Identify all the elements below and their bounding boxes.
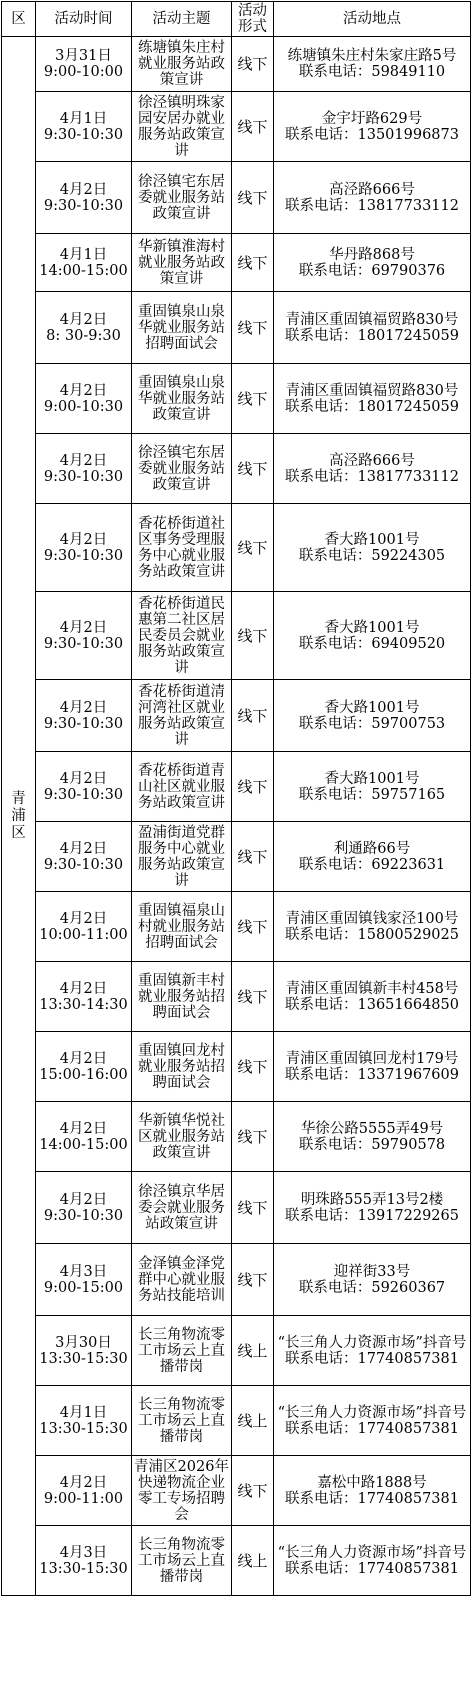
mode-cell: 线下 xyxy=(232,92,274,162)
topic-cell: 练塘镇朱庄村就业服务站政策宣讲 xyxy=(132,37,232,92)
phone-number: 59790578 xyxy=(371,1136,446,1153)
time-cell xyxy=(36,37,132,92)
location-cell xyxy=(274,92,471,162)
phone-line xyxy=(276,469,468,485)
table-row xyxy=(2,592,471,680)
activity-date: 4月2日 xyxy=(59,382,108,399)
time-cell xyxy=(36,234,132,292)
mode-cell: 线下 xyxy=(232,592,274,680)
phone-number: 18017245059 xyxy=(357,327,459,344)
phone-line xyxy=(276,399,468,415)
activity-time: 9:30-10:30 xyxy=(43,126,124,143)
address: 华丹路868号 xyxy=(329,246,415,263)
topic-cell: 香花桥街道清河湾社区就业服务站政策宣讲 xyxy=(132,680,232,752)
time-cell xyxy=(36,1102,132,1172)
phone-line xyxy=(276,716,468,732)
activity-date: 4月2日 xyxy=(59,1191,108,1208)
phone-number: 17740857381 xyxy=(357,1350,459,1367)
location-cell xyxy=(274,364,471,434)
table-row xyxy=(2,37,471,92)
table-row xyxy=(2,434,471,504)
mode-cell: 线下 xyxy=(232,234,274,292)
activity-date: 4月2日 xyxy=(59,770,108,787)
activity-time: 9:30-10:30 xyxy=(43,786,124,803)
address: 香大路1001号 xyxy=(324,619,420,636)
mode-cell: 线下 xyxy=(232,1032,274,1102)
phone-label: 联系电话： xyxy=(298,635,372,652)
table-row xyxy=(2,1244,471,1316)
phone-number: 69790376 xyxy=(371,262,446,279)
location-cell xyxy=(274,1316,471,1386)
activity-time: 13:30-15:30 xyxy=(39,1560,128,1577)
mode-cell: 线下 xyxy=(232,504,274,592)
phone-label: 联系电话： xyxy=(298,786,372,803)
activity-date: 4月2日 xyxy=(59,1474,108,1491)
activity-date: 4月2日 xyxy=(59,311,108,328)
address: “长三角人力资源市场”抖音号 xyxy=(277,1404,467,1421)
address: 青浦区重固镇钱家泾100号 xyxy=(285,910,459,927)
topic-cell: 长三角物流零工市场云上直播带岗 xyxy=(132,1316,232,1386)
table-row xyxy=(2,752,471,822)
location-cell xyxy=(274,1244,471,1316)
phone-number: 69223631 xyxy=(371,856,446,873)
address: 香大路1001号 xyxy=(324,699,420,716)
phone-label: 联系电话： xyxy=(285,197,358,214)
phone-line xyxy=(276,548,468,564)
time-cell xyxy=(36,1456,132,1526)
phone-line xyxy=(276,328,468,344)
topic-cell: 重固镇泉山泉华就业服务站政策宣讲 xyxy=(132,364,232,434)
address: 青浦区重固镇福贸路830号 xyxy=(285,311,459,328)
phone-line xyxy=(276,997,468,1013)
phone-number: 17740857381 xyxy=(357,1420,459,1437)
phone-line xyxy=(276,198,468,214)
location-cell xyxy=(274,234,471,292)
table-row xyxy=(2,92,471,162)
phone-number: 59849110 xyxy=(371,64,446,80)
table-row xyxy=(2,364,471,434)
topic-cell: 徐泾镇京华居委会就业服务站政策宣讲 xyxy=(132,1172,232,1244)
phone-number: 18017245059 xyxy=(357,398,459,415)
phone-number: 13371967609 xyxy=(357,1066,459,1083)
phone-label: 联系电话： xyxy=(285,1207,358,1224)
time-cell xyxy=(36,892,132,962)
time-cell xyxy=(36,1032,132,1102)
address: 香大路1001号 xyxy=(324,531,420,548)
phone-label: 联系电话： xyxy=(285,126,358,143)
phone-label: 联系电话： xyxy=(298,715,372,732)
activity-date: 4月2日 xyxy=(59,531,108,548)
time-cell xyxy=(36,162,132,234)
activity-date: 4月3日 xyxy=(59,1263,108,1280)
topic-cell: 盈浦街道党群服务中心就业服务站政策宣讲 xyxy=(132,822,232,892)
phone-label: 联系电话： xyxy=(298,1279,372,1296)
activity-date: 4月1日 xyxy=(59,110,108,127)
phone-label: 联系电话： xyxy=(285,1066,358,1083)
mode-cell: 线下 xyxy=(232,822,274,892)
time-cell xyxy=(36,92,132,162)
phone-number: 59700753 xyxy=(371,715,446,732)
location-cell xyxy=(274,162,471,234)
phone-line xyxy=(276,263,468,279)
table-row xyxy=(2,892,471,962)
activity-date: 3月30日 xyxy=(55,1334,112,1351)
activity-date: 4月2日 xyxy=(59,452,108,469)
activity-time: 13:30-15:30 xyxy=(39,1350,128,1367)
time-cell xyxy=(36,752,132,822)
phone-label: 联系电话： xyxy=(285,327,358,344)
activity-time: 15:00-16:00 xyxy=(39,1066,128,1083)
activity-date: 4月2日 xyxy=(59,1050,108,1067)
location-cell xyxy=(274,822,471,892)
address: 迎祥街33号 xyxy=(333,1263,411,1280)
activity-time: 8: 30-9:30 xyxy=(46,327,121,344)
phone-number: 13817733112 xyxy=(357,468,459,485)
phone-number: 59260367 xyxy=(371,1279,446,1296)
header-time: 活动时间 xyxy=(36,2,132,37)
mode-cell: 线下 xyxy=(232,680,274,752)
phone-label: 联系电话： xyxy=(285,468,358,485)
address: 金宇圩路629号 xyxy=(321,110,423,127)
table-row xyxy=(2,292,471,364)
table-row xyxy=(2,1316,471,1386)
topic-cell: 长三角物流零工市场云上直播带岗 xyxy=(132,1526,232,1596)
address: 华徐公路5555弄49号 xyxy=(300,1120,444,1137)
topic-cell: 香花桥街道青山社区就业服务站政策宣讲 xyxy=(132,752,232,822)
mode-cell: 线下 xyxy=(232,1102,274,1172)
topic-cell: 重固镇新丰村就业服务站招聘面试会 xyxy=(132,962,232,1032)
activity-date: 4月2日 xyxy=(59,840,108,857)
mode-cell: 线上 xyxy=(232,1316,274,1386)
phone-line xyxy=(276,1137,468,1153)
activity-date: 3月31日 xyxy=(55,48,112,64)
activity-time: 14:00-15:00 xyxy=(39,1136,128,1153)
activity-schedule-table xyxy=(1,1,471,1596)
mode-cell: 线上 xyxy=(232,1526,274,1596)
phone-line xyxy=(276,1067,468,1083)
address: 香大路1001号 xyxy=(324,770,420,787)
time-cell xyxy=(36,680,132,752)
header-topic: 活动主题 xyxy=(132,2,232,37)
topic-cell: 徐泾镇明珠家园安居办就业服务站政策宣讲 xyxy=(132,92,232,162)
topic-cell: 徐泾镇宅东居委就业服务站政策宣讲 xyxy=(132,162,232,234)
activity-date: 4月2日 xyxy=(59,980,108,997)
phone-label: 联系电话： xyxy=(285,926,358,943)
phone-label: 联系电话： xyxy=(285,1350,358,1367)
phone-number: 13817733112 xyxy=(357,197,459,214)
address: 青浦区重固镇福贸路830号 xyxy=(285,382,459,399)
district-label: 青浦区 xyxy=(11,790,26,841)
activity-date: 4月2日 xyxy=(59,1120,108,1137)
table-row xyxy=(2,680,471,752)
activity-date: 4月2日 xyxy=(59,910,108,927)
table-row xyxy=(2,1526,471,1596)
phone-line xyxy=(276,1561,468,1577)
location-cell xyxy=(274,1172,471,1244)
mode-cell: 线下 xyxy=(232,1456,274,1526)
time-cell xyxy=(36,364,132,434)
phone-label: 联系电话： xyxy=(285,1490,358,1507)
activity-date: 4月2日 xyxy=(59,181,108,198)
phone-line xyxy=(276,787,468,803)
location-cell xyxy=(274,37,471,92)
activity-time: 9:30-10:30 xyxy=(43,468,124,485)
time-cell xyxy=(36,592,132,680)
phone-number: 13917229265 xyxy=(357,1207,459,1224)
activity-time: 9:30-10:30 xyxy=(43,856,124,873)
time-cell xyxy=(36,1526,132,1596)
activity-time: 13:30-15:30 xyxy=(39,1420,128,1437)
table-row xyxy=(2,162,471,234)
activity-time: 9:00-11:00 xyxy=(43,1490,124,1507)
location-cell xyxy=(274,1526,471,1596)
mode-cell: 线下 xyxy=(232,892,274,962)
phone-number: 13501996873 xyxy=(357,126,459,143)
table-row xyxy=(2,1386,471,1456)
location-cell xyxy=(274,434,471,504)
mode-cell: 线下 xyxy=(232,292,274,364)
phone-number: 13651664850 xyxy=(357,996,459,1013)
activity-time: 9:30-10:30 xyxy=(43,197,124,214)
table-row xyxy=(2,1102,471,1172)
time-cell xyxy=(36,1316,132,1386)
phone-line xyxy=(276,857,468,873)
location-cell xyxy=(274,292,471,364)
activity-date: 4月3日 xyxy=(59,1544,108,1561)
mode-cell: 线下 xyxy=(232,37,274,92)
activity-time: 9:00-10:00 xyxy=(43,64,124,80)
topic-cell: 重固镇泉山泉华就业服务站招聘面试会 xyxy=(132,292,232,364)
location-cell xyxy=(274,592,471,680)
activity-time: 9:30-10:30 xyxy=(43,715,124,732)
topic-cell: 香花桥街道民惠第二社区居民委员会就业服务站政策宣讲 xyxy=(132,592,232,680)
location-cell xyxy=(274,1102,471,1172)
topic-cell: 青浦区2026年快递物流企业零工专场招聘会 xyxy=(132,1456,232,1526)
time-cell xyxy=(36,434,132,504)
mode-cell: 线下 xyxy=(232,364,274,434)
phone-label: 联系电话： xyxy=(298,547,372,564)
phone-label: 联系电话： xyxy=(285,398,358,415)
location-cell xyxy=(274,892,471,962)
activity-time: 9:00-15:00 xyxy=(43,1279,124,1296)
activity-time: 10:00-11:00 xyxy=(39,926,128,943)
location-cell xyxy=(274,1032,471,1102)
table-row xyxy=(2,1456,471,1526)
mode-cell: 线下 xyxy=(232,434,274,504)
phone-line xyxy=(276,1351,468,1367)
time-cell xyxy=(36,1244,132,1316)
phone-line xyxy=(276,1208,468,1224)
phone-label: 联系电话： xyxy=(285,1560,358,1577)
table-row xyxy=(2,234,471,292)
address: 明珠路555弄13号2楼 xyxy=(300,1191,444,1208)
phone-number: 59224305 xyxy=(371,547,446,564)
time-cell xyxy=(36,1386,132,1456)
phone-line xyxy=(276,636,468,652)
header-district: 区 xyxy=(2,2,36,37)
activity-time: 9:30-10:30 xyxy=(43,1207,124,1224)
address: 练塘镇朱庄村朱家庄路5号 xyxy=(287,48,457,64)
phone-label: 联系电话： xyxy=(285,996,358,1013)
topic-cell: 重固镇回龙村就业服务站招聘面试会 xyxy=(132,1032,232,1102)
phone-line xyxy=(276,1421,468,1437)
topic-cell: 金泽镇金泽党群中心就业服务站技能培训 xyxy=(132,1244,232,1316)
table-row xyxy=(2,1172,471,1244)
mode-cell: 线下 xyxy=(232,162,274,234)
topic-cell: 华新镇淮海村就业服务站政策宣讲 xyxy=(132,234,232,292)
address: “长三角人力资源市场”抖音号 xyxy=(277,1544,467,1561)
address: 青浦区重固镇新丰村458号 xyxy=(285,980,459,997)
mode-cell: 线下 xyxy=(232,1244,274,1316)
phone-line xyxy=(276,127,468,143)
district-cell xyxy=(2,37,36,1596)
phone-number: 17740857381 xyxy=(357,1490,459,1507)
activity-time: 9:30-10:30 xyxy=(43,547,124,564)
location-cell xyxy=(274,504,471,592)
topic-cell: 香花桥街道社区事务受理服务中心就业服务站政策宣讲 xyxy=(132,504,232,592)
activity-date: 4月1日 xyxy=(59,246,108,263)
phone-number: 15800529025 xyxy=(357,926,459,943)
address: 利通路66号 xyxy=(333,840,411,857)
activity-time: 14:00-15:00 xyxy=(39,262,128,279)
address: “长三角人力资源市场”抖音号 xyxy=(277,1334,467,1351)
header-mode: 活动形式 xyxy=(232,2,274,37)
phone-line xyxy=(276,1280,468,1296)
phone-label: 联系电话： xyxy=(298,64,372,80)
topic-cell: 长三角物流零工市场云上直播带岗 xyxy=(132,1386,232,1456)
activity-date: 4月2日 xyxy=(59,619,108,636)
phone-line xyxy=(276,1491,468,1507)
phone-number: 69409520 xyxy=(371,635,446,652)
table-row xyxy=(2,1032,471,1102)
activity-time: 9:00-10:30 xyxy=(43,398,124,415)
mode-cell: 线下 xyxy=(232,962,274,1032)
time-cell xyxy=(36,292,132,364)
activity-date: 4月1日 xyxy=(59,1404,108,1421)
mode-cell: 线下 xyxy=(232,752,274,822)
time-cell xyxy=(36,822,132,892)
header-location: 活动地点 xyxy=(274,2,471,37)
mode-cell: 线上 xyxy=(232,1386,274,1456)
location-cell xyxy=(274,1386,471,1456)
table-row xyxy=(2,822,471,892)
location-cell xyxy=(274,752,471,822)
phone-label: 联系电话： xyxy=(298,856,372,873)
table-row xyxy=(2,504,471,592)
activity-time: 9:30-10:30 xyxy=(43,635,124,652)
topic-cell: 重固镇福泉山村就业服务站招聘面试会 xyxy=(132,892,232,962)
location-cell xyxy=(274,680,471,752)
time-cell xyxy=(36,1172,132,1244)
header-row xyxy=(2,2,471,37)
activity-date: 4月2日 xyxy=(59,699,108,716)
address: 高泾路666号 xyxy=(329,452,415,469)
phone-number: 17740857381 xyxy=(357,1560,459,1577)
phone-number: 59757165 xyxy=(371,786,446,803)
topic-cell: 华新镇华悦社区就业服务站政策宣讲 xyxy=(132,1102,232,1172)
table-body xyxy=(2,37,471,1596)
address: 嘉松中路1888号 xyxy=(317,1474,427,1491)
location-cell xyxy=(274,962,471,1032)
phone-label: 联系电话： xyxy=(298,1136,372,1153)
activity-time: 13:30-14:30 xyxy=(39,996,128,1013)
location-cell xyxy=(274,1456,471,1526)
address: 高泾路666号 xyxy=(329,181,415,198)
phone-label: 联系电话： xyxy=(298,262,372,279)
phone-label: 联系电话： xyxy=(285,1420,358,1437)
topic-cell: 徐泾镇宅东居委就业服务站政策宣讲 xyxy=(132,434,232,504)
table-row xyxy=(2,962,471,1032)
phone-line xyxy=(276,64,468,80)
address: 青浦区重固镇回龙村179号 xyxy=(285,1050,459,1067)
time-cell xyxy=(36,504,132,592)
mode-cell: 线下 xyxy=(232,1172,274,1244)
time-cell xyxy=(36,962,132,1032)
phone-line xyxy=(276,927,468,943)
